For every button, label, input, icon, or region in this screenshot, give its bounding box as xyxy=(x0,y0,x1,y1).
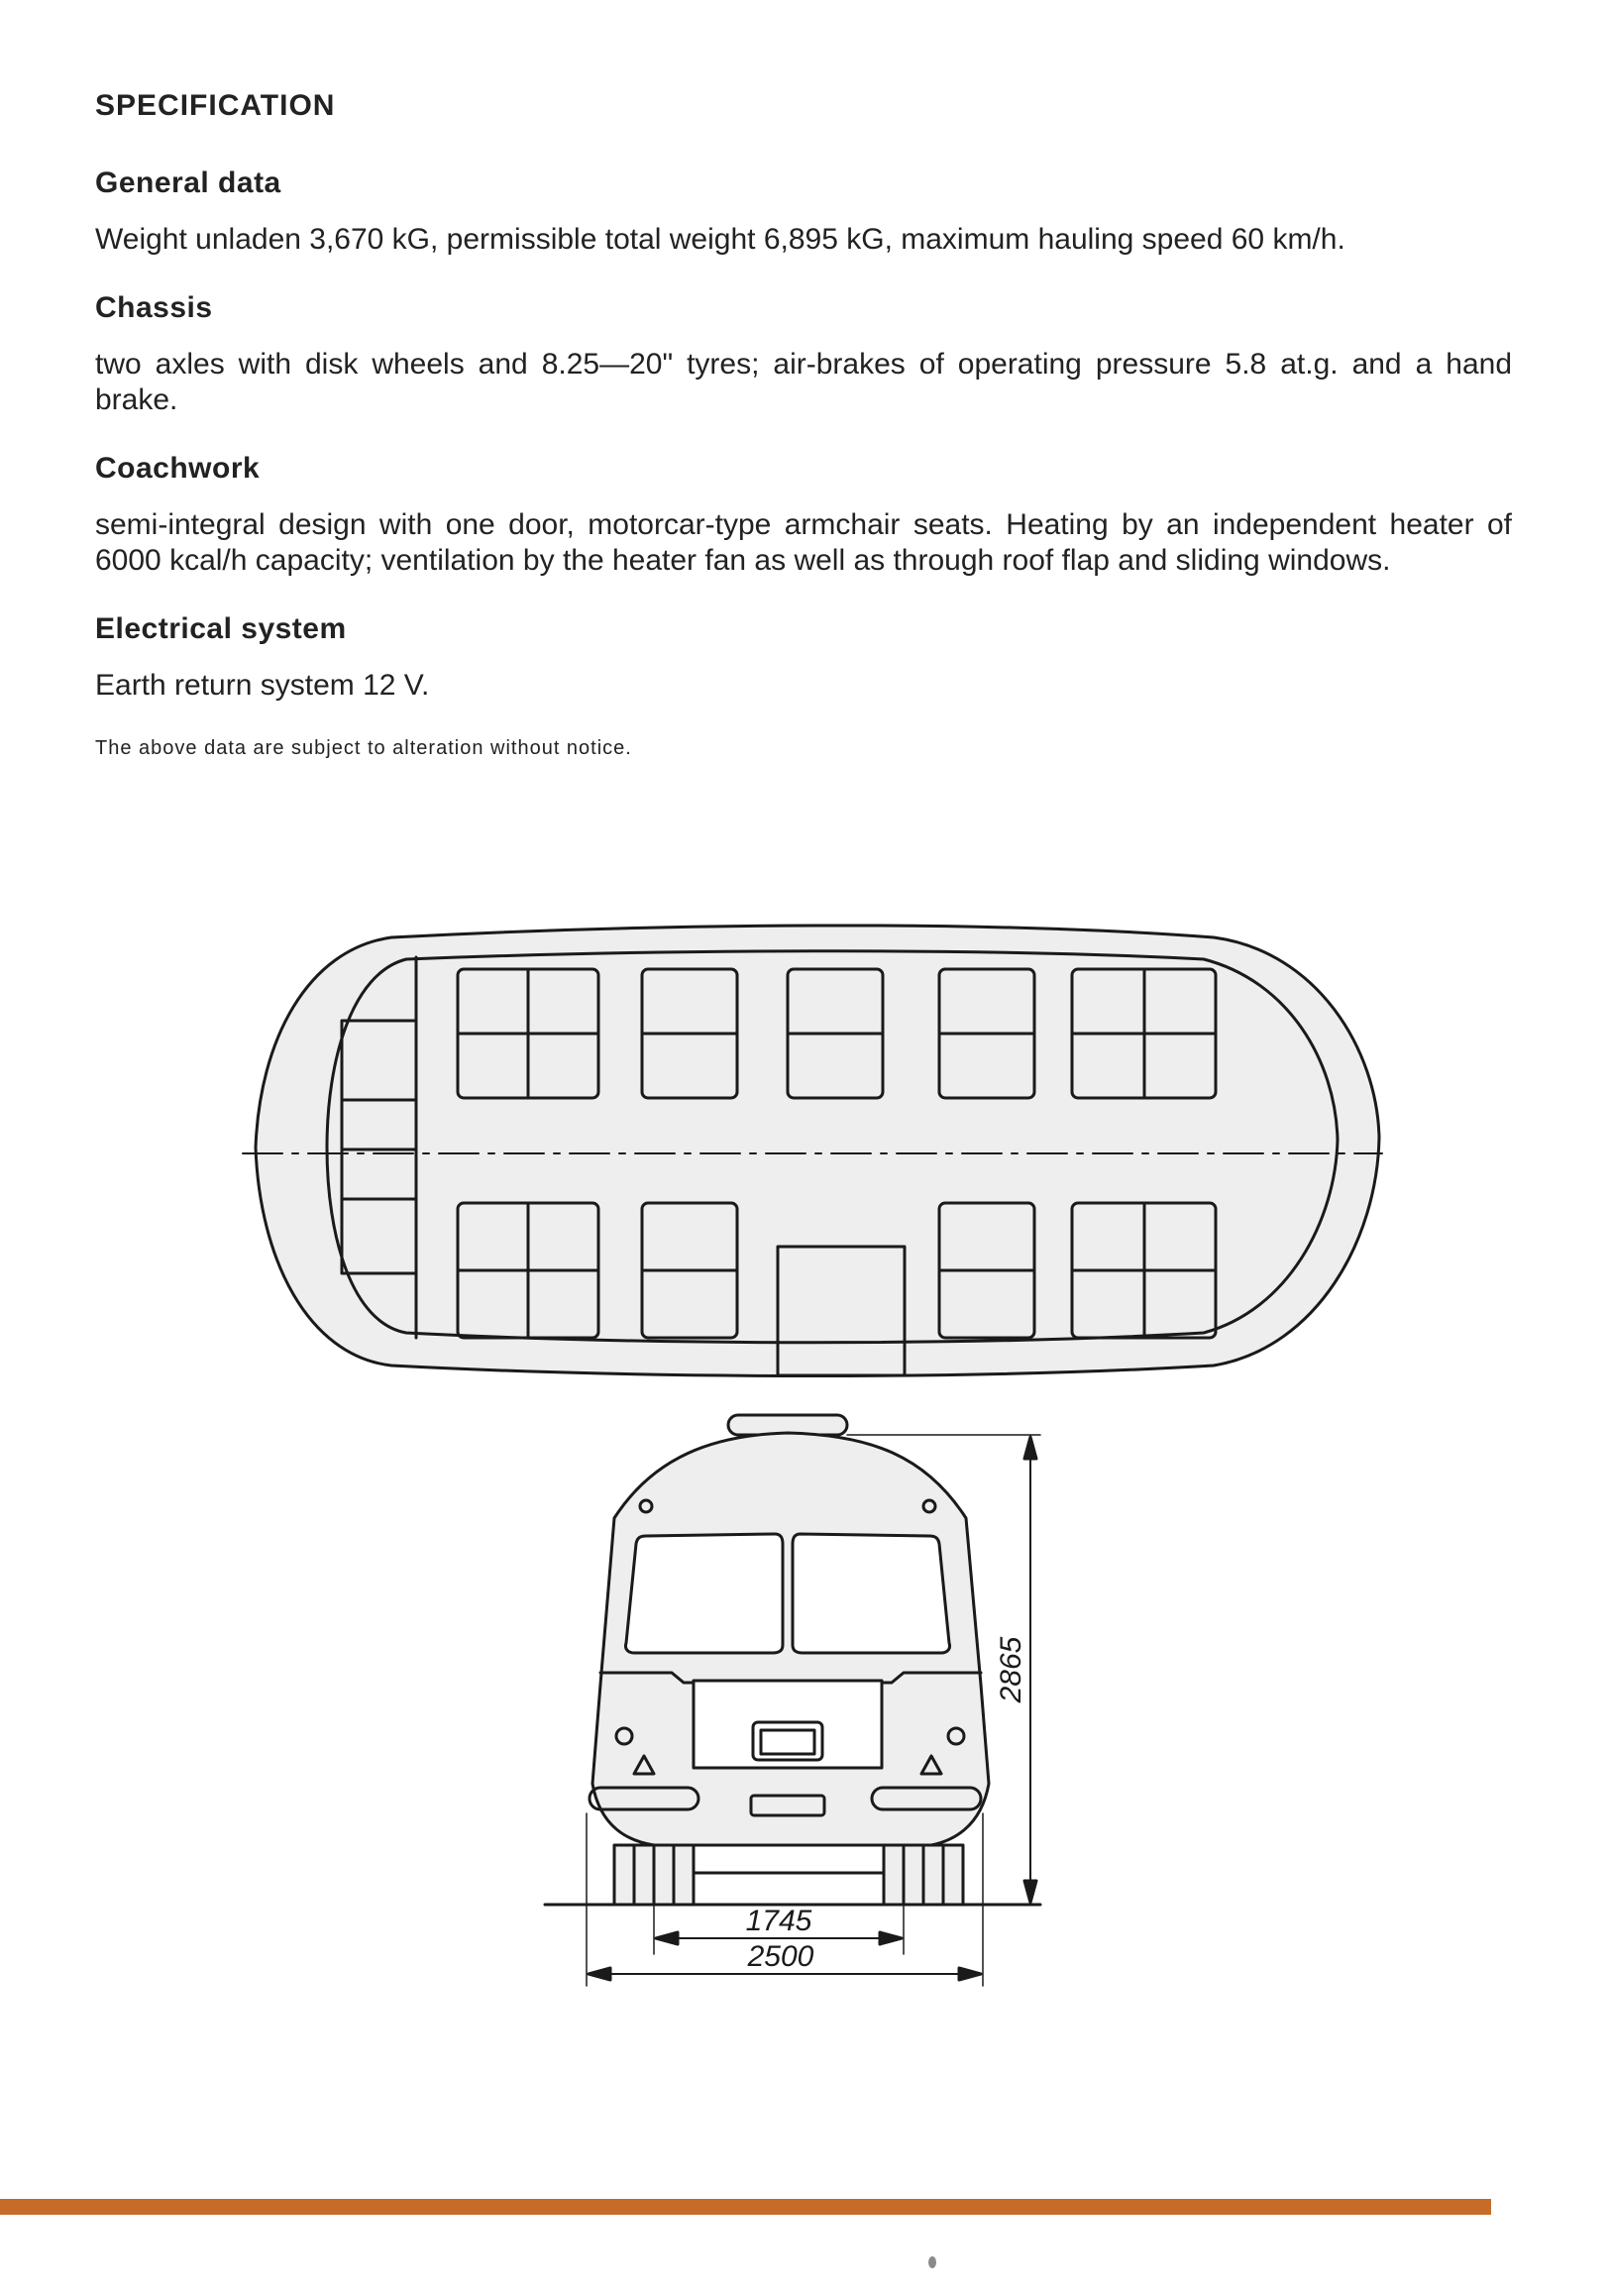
section-body: two axles with disk wheels and 8.25—20" tyres; air-brakes of operating pressure 5.8 at.g. and a hand brake. xyxy=(95,348,1512,416)
width-arrow-right xyxy=(959,1968,981,1980)
page-marker-dot xyxy=(928,2256,936,2268)
section-heading: General data xyxy=(95,166,281,199)
width-arrow-left xyxy=(589,1968,610,1980)
page-title: SPECIFICATION xyxy=(95,89,336,122)
front-view xyxy=(545,1415,1040,1986)
height-arrow-top xyxy=(1024,1437,1036,1459)
track-arrow-left xyxy=(656,1932,678,1944)
left-windscreen xyxy=(625,1534,783,1653)
section-body: semi-integral design with one door, motorcar-type armchair seats. Heating by an independent heater of 6000 kcal/h capacity; ventilation by the heater fan as well as through roof flap and sliding windows. xyxy=(95,508,1512,577)
track-arrow-right xyxy=(880,1932,902,1944)
plan-view xyxy=(243,926,1382,1376)
alteration-notice: The above data are subject to alteration without notice. xyxy=(95,737,632,759)
section-heading: Coachwork xyxy=(95,452,261,485)
section-body: Weight unladen 3,670 kG, permissible total weight 6,895 kG, maximum hauling speed 60 km/h. xyxy=(95,223,1345,256)
right-windscreen xyxy=(793,1534,950,1653)
width-dim-label: 2500 xyxy=(747,1940,814,1973)
section-heading: Electrical system xyxy=(95,612,347,645)
bottom-accent-bar xyxy=(0,2199,1491,2215)
track-dim-label: 1745 xyxy=(745,1905,812,1937)
height-dim-label: 2865 xyxy=(995,1636,1027,1703)
height-arrow-bottom xyxy=(1024,1881,1036,1903)
section-heading: Chassis xyxy=(95,291,213,324)
plan-outer-outline xyxy=(256,926,1379,1376)
section-body: Earth return system 12 V. xyxy=(95,669,430,702)
